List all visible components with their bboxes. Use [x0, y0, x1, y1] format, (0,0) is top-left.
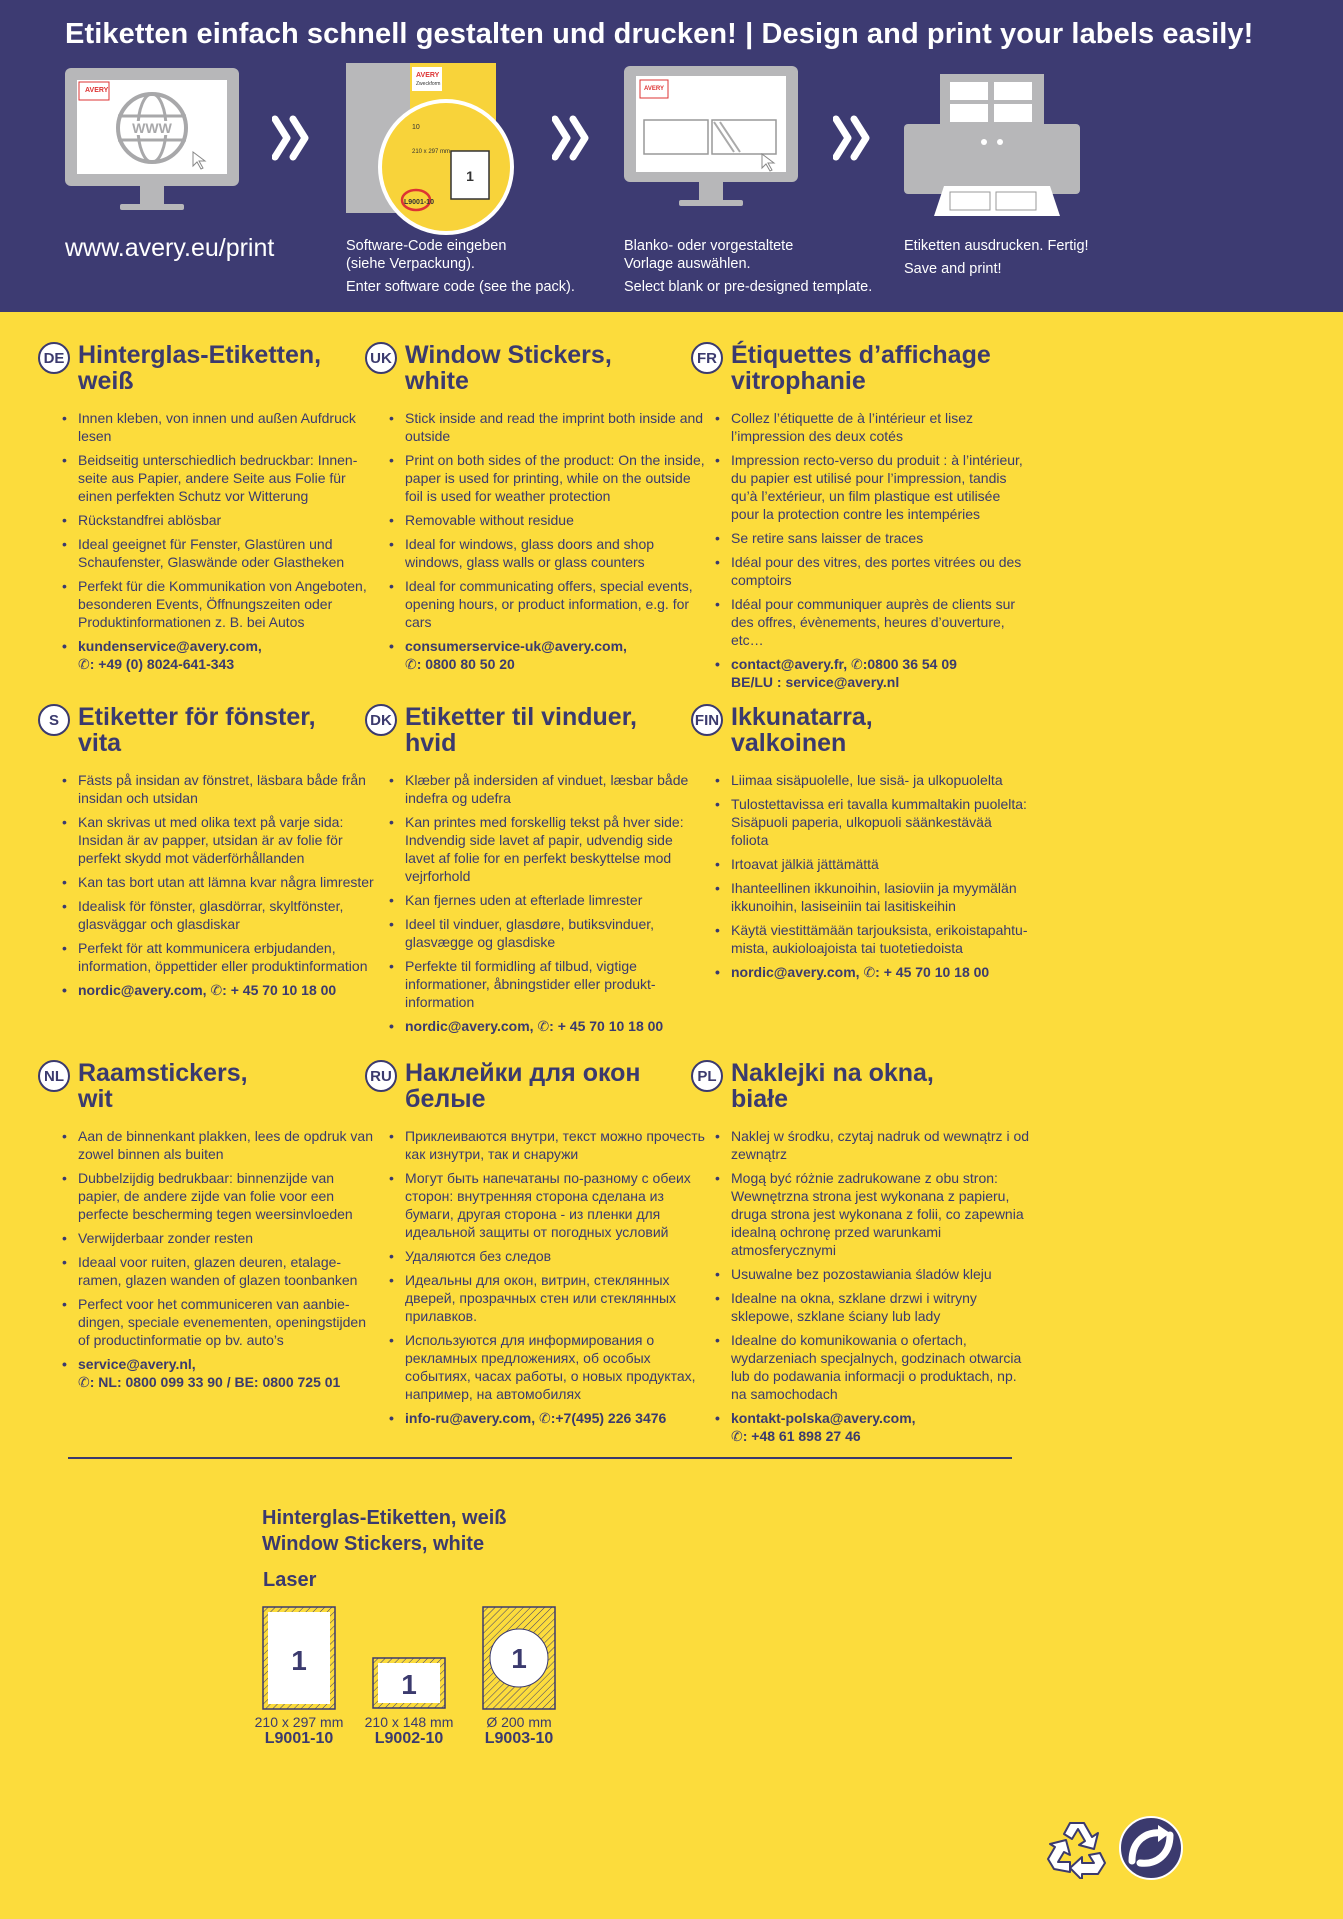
feature-item: • Ideal for communicating offers, special events, opening hours, or product information, e.g. for cars	[405, 577, 705, 631]
feature-list	[78, 1127, 378, 1397]
feature-item: • Приклеиваются внутри, текст можно прочесть как изнутри, так и снаружи	[405, 1127, 705, 1163]
double-chevron-icon	[833, 115, 873, 161]
language-badge: FIN	[691, 704, 723, 736]
feature-item: • Aan de binnenkant plakken, lees de opdruk van zowel binnen als buiten	[78, 1127, 378, 1163]
feature-item: • Verwijderbaar zonder resten	[78, 1229, 378, 1247]
svg-text:AVERY: AVERY	[416, 72, 440, 79]
section-title	[78, 342, 378, 394]
contact-info[interactable]	[78, 637, 378, 673]
feature-list	[731, 409, 1031, 697]
contact-info[interactable]	[78, 981, 378, 999]
product-l9001: 210 x 297 mm L9001-10	[254, 1714, 344, 1747]
contact-info[interactable]	[405, 1017, 705, 1035]
feature-item: • Naklej w środku, czytaj nadruk od wewnątrz i od zewnątrz	[731, 1127, 1031, 1163]
green-dot-icon	[1118, 1815, 1184, 1881]
language-badge: DK	[365, 704, 397, 736]
contact-line[interactable]: • nordic@avery.com, ✆: + 45 70 10 18 00	[731, 964, 990, 980]
svg-text:L9001-10: L9001-10	[404, 199, 434, 206]
feature-item: • Dubbelzijdig bedrukbaar: binnenzijde van papier, de andere zijde van folie voor een perfecte bescherming tegen weersinvloeden	[78, 1169, 378, 1223]
contact-info[interactable]	[731, 963, 1031, 981]
feature-list	[78, 409, 378, 679]
section-title-line: Hinterglas-Etiketten,	[78, 341, 322, 369]
feature-item: • Удаляются без следов	[405, 1247, 705, 1265]
feature-list	[405, 771, 705, 1041]
section-divider	[68, 1457, 1012, 1459]
avery-logo-mini: AVERY	[85, 87, 109, 94]
svg-text:210 x 297 mm: 210 x 297 mm	[412, 149, 451, 155]
feature-item: • Ihanteellinen ikkunoihin, lasioviin ja myymälän ikkunoihin, lasiseiniin tai lasitiskeihin	[731, 879, 1031, 915]
feature-item: • Removable without residue	[405, 511, 705, 529]
svg-text:AVERY: AVERY	[644, 86, 665, 92]
feature-item: • Идеальны для окон, витрин, стеклянных дверей, прозрачных стен или стеклянных прилавков.	[405, 1271, 705, 1325]
feature-item: • Могут быть напечатаны по-разному с обеих сторон: внутренняя сторона сделана из бумаги, другая сторона - из пленки для идеальной защиты от погодных условий	[405, 1169, 705, 1241]
step4-text: Etiketten ausdrucken. Fertig! Save and print!	[904, 238, 1089, 277]
contact-info[interactable]	[405, 637, 705, 673]
double-chevron-icon	[552, 115, 592, 161]
step2-text: Software-Code eingeben (siehe Verpackung). Enter software code (see the pack).	[346, 238, 575, 295]
www-text: WWW	[132, 120, 172, 136]
section-title	[405, 704, 705, 756]
language-badge: S	[38, 704, 70, 736]
section-title-line: vitrophanie	[731, 367, 866, 395]
feature-item: • Mogą być różnie zadrukowane z obu stron: Wewnętrzna strona jest wykonana z papieru, druga strona jest wykonana z folii, co zapewnia idealną ochronę przed warunkami atmosferycznymi	[731, 1169, 1031, 1259]
feature-list	[405, 409, 705, 679]
pack-illustration	[346, 63, 516, 238]
feature-item: • Idealisk för fönster, glasdörrar, skyltfönster, glasväggar och glasdiskar	[78, 897, 378, 933]
section-title-line: białe	[731, 1085, 788, 1113]
section-title-line: Raamstickers,	[78, 1059, 248, 1087]
product-thumbnail-l9002	[372, 1657, 446, 1709]
feature-item: • Klæber på indersiden af vinduet, læsbar både indefra og udefra	[405, 771, 705, 807]
feature-item: • Ideel til vinduer, glasdøre, butiksvinduer, glasvægge og glasdiske	[405, 915, 705, 951]
feature-item: • Print on both sides of the product: On the inside, paper is used for printing, while on the outside foil is used for weather protection	[405, 451, 705, 505]
section-title	[731, 342, 1031, 394]
feature-item: • Idealne do komunikowania o ofertach, wydarzeniach specjalnych, godzinach otwarcia lub do podawania informacji o produktach, np. na samochodach	[731, 1331, 1031, 1403]
section-title	[731, 704, 1031, 756]
product-l9003: Ø 200 mm L9003-10	[484, 1714, 554, 1747]
section-title-line: Naklejki na okna,	[731, 1059, 934, 1087]
contact-line[interactable]: • kundenservice@avery.com,	[78, 638, 262, 654]
language-badge: UK	[365, 342, 397, 374]
section-title-line: Etiketter til vinduer,	[405, 703, 638, 731]
svg-text:1: 1	[466, 168, 474, 184]
section-title-line: Наклейки для окон	[405, 1059, 641, 1087]
contact-line[interactable]: • contact@avery.fr, ✆:0800 36 54 09	[731, 656, 957, 672]
printer-illustration	[904, 74, 1080, 218]
contact-info[interactable]	[731, 1409, 1031, 1445]
svg-text:Zweckform: Zweckform	[416, 81, 441, 87]
section-title-line: valkoinen	[731, 729, 847, 757]
monitor-globe-illustration	[65, 68, 240, 222]
monitor-template-illustration	[624, 66, 800, 216]
contact-line[interactable]: • service@avery.nl,	[78, 1356, 196, 1372]
feature-item: • Idéal pour communiquer auprès de clients sur des offres, évènements, heures d’ouverture, etc…	[731, 595, 1031, 649]
recycle-icon	[1046, 1817, 1108, 1879]
contact-line[interactable]: • kontakt-polska@avery.com,	[731, 1410, 916, 1426]
feature-item: • Innen kleben, von innen und außen Aufdruck lesen	[78, 409, 378, 445]
feature-item: • Ideal geeignet für Fenster, Glastüren und Schaufenster, Glaswände oder Glastheken	[78, 535, 378, 571]
feature-item: • Ideaal voor ruiten, glazen deuren, etalage-ramen, glazen wanden of glazen toonbanken	[78, 1253, 378, 1289]
section-title-line: Etiketter för fönster,	[78, 703, 316, 731]
feature-item: • Kan tas bort utan att lämna kvar några limrester	[78, 873, 378, 891]
feature-item: • Beidseitig unterschiedlich bedruckbar: Innen-seite aus Papier, andere Seite aus Folie für einen perfekten Schutz vor Witterung	[78, 451, 378, 505]
feature-item: • Käytä viestittämään tarjouksista, erikoistapahtu-mista, aukioloajoista tai tuotetiedoista	[731, 921, 1031, 957]
feature-item: • Perfekt för att kommunicera erbjudanden, information, öppettider eller produktinformation	[78, 939, 378, 975]
feature-item: • Tulostettavissa eri tavalla kummaltakin puolelta: Sisäpuoli paperia, ulkopuoli säänkestävää foliota	[731, 795, 1031, 849]
feature-item: • Kan fjernes uden at efterlade limrester	[405, 891, 705, 909]
section-title-line: hvid	[405, 729, 457, 757]
contact-line[interactable]: ✆: +48 61 898 27 46	[731, 1428, 861, 1444]
feature-item: • Stick inside and read the imprint both inside and outside	[405, 409, 705, 445]
feature-item: • Irtoavat jälkiä jättämättä	[731, 855, 1031, 873]
feature-item: • Perfekt für die Kommunikation von Angeboten, besonderen Events, Öffnungszeiten oder Produktinformationen z. B. bei Autos	[78, 577, 378, 631]
language-badge: RU	[365, 1060, 397, 1092]
contact-info[interactable]	[405, 1409, 705, 1427]
laser-label: Laser	[263, 1569, 317, 1591]
feature-item: • Ideal for windows, glass doors and shop windows, glass walls or glass counters	[405, 535, 705, 571]
feature-item: • Kan skrivas ut med olika text på varje sida: Insidan är av papper, utsidan är av folie för perfekt skydd mot väderförhållanden	[78, 813, 378, 867]
header-band	[0, 0, 1343, 312]
feature-list	[405, 1127, 705, 1433]
language-badge: PL	[691, 1060, 723, 1092]
svg-text:10: 10	[412, 124, 420, 131]
section-title-line: Ikkunatarra,	[731, 703, 873, 731]
feature-list	[78, 771, 378, 1005]
section-title	[78, 704, 378, 756]
feature-item: • Se retire sans laisser de traces	[731, 529, 1031, 547]
section-title-line: белые	[405, 1085, 486, 1113]
double-chevron-icon	[272, 115, 312, 161]
section-title-line: weiß	[78, 367, 134, 395]
contact-line[interactable]: • consumerservice-uk@avery.com,	[405, 638, 627, 654]
feature-item: • Usuwalne bez pozostawiania śladów kleju	[731, 1265, 1031, 1283]
contact-line[interactable]: • nordic@avery.com, ✆: + 45 70 10 18 00	[78, 982, 337, 998]
feature-item: • Collez l’étiquette de à l’intérieur et lisez l’impression des deux cotés	[731, 409, 1031, 445]
language-badge: FR	[691, 342, 723, 374]
section-title-line: Étiquettes d’affichage	[731, 341, 991, 369]
svg-text:1: 1	[511, 1643, 527, 1674]
section-title-line: wit	[78, 1085, 113, 1113]
avery-print-url[interactable]: www.avery.eu/print	[65, 234, 275, 262]
product-thumbnail-l9001	[262, 1606, 336, 1710]
section-title	[731, 1060, 1031, 1112]
svg-text:1: 1	[291, 1645, 307, 1676]
contact-line[interactable]: ✆: +49 (0) 8024-641-343	[78, 656, 235, 672]
feature-item: • Rückstandfrei ablösbar	[78, 511, 378, 529]
svg-text:1: 1	[401, 1669, 417, 1700]
contact-info[interactable]	[78, 1355, 378, 1391]
feature-item: • Perfect voor het communiceren van aanbie-dingen, speciale evenementen, openingstijden of productinformatie op bv. auto’s	[78, 1295, 378, 1349]
product-title: Hinterglas-Etiketten, weiß Window Stickers, white	[262, 1507, 507, 1555]
feature-list	[731, 771, 1031, 987]
header-title: Etiketten einfach schnell gestalten und drucken! | Design and print your labels easily!	[65, 18, 1254, 50]
feature-item: • Idealne na okna, szklane drzwi i witryny sklepowe, szklane ściany lub lady	[731, 1289, 1031, 1325]
contact-line[interactable]: • info-ru@avery.com, ✆:+7(495) 226 3476	[405, 1410, 667, 1426]
section-title-line: Window Stickers,	[405, 341, 612, 369]
contact-line[interactable]: • nordic@avery.com, ✆: + 45 70 10 18 00	[405, 1018, 664, 1034]
section-title	[405, 1060, 705, 1112]
feature-item: • Fästs på insidan av fönstret, läsbara både från insidan och utsidan	[78, 771, 378, 807]
product-l9002: 210 x 148 mm L9002-10	[364, 1714, 454, 1747]
language-badge: NL	[38, 1060, 70, 1092]
feature-item: • Idéal pour des vitres, des portes vitrées ou des comptoirs	[731, 553, 1031, 589]
section-title	[78, 1060, 378, 1112]
contact-line[interactable]: ✆: NL: 0800 099 33 90 / BE: 0800 725 01	[78, 1374, 341, 1390]
section-title-line: white	[405, 367, 469, 395]
product-thumbnail-l9003	[482, 1606, 556, 1710]
feature-item: • Используются для информирования о рекламных предложениях, об особых событиях, часах работы, о новых продуктах, например, на автомобилях	[405, 1331, 705, 1403]
contact-line[interactable]: BE/LU : service@avery.nl	[731, 674, 900, 690]
step3-text: Blanko- oder vorgestaltete Vorlage auswählen. Select blank or pre-designed template.	[624, 238, 873, 295]
feature-item: • Liimaa sisäpuolelle, lue sisä- ja ulkopuolelta	[731, 771, 1031, 789]
section-title-line: vita	[78, 729, 122, 757]
contact-info[interactable]	[731, 655, 1031, 691]
section-title	[405, 342, 705, 394]
contact-line[interactable]: ✆: 0800 80 50 20	[405, 656, 515, 672]
language-badge: DE	[38, 342, 70, 374]
feature-list	[731, 1127, 1031, 1451]
feature-item: • Impression recto-verso du produit : à l’intérieur, du papier est utilisé pour l’impression, tandis qu’à l’extérieur, un film plastique est utilisée pour la protection contre les intempéries	[731, 451, 1031, 523]
feature-item: • Kan printes med forskellig tekst på hver side: Indvendig side lavet af papir, udvendig side lavet af folie for en perfekt beskyttelse mod vejrforhold	[405, 813, 705, 885]
feature-item: • Perfekte til formidling af tilbud, vigtige informationer, åbningstider eller produkt-information	[405, 957, 705, 1011]
